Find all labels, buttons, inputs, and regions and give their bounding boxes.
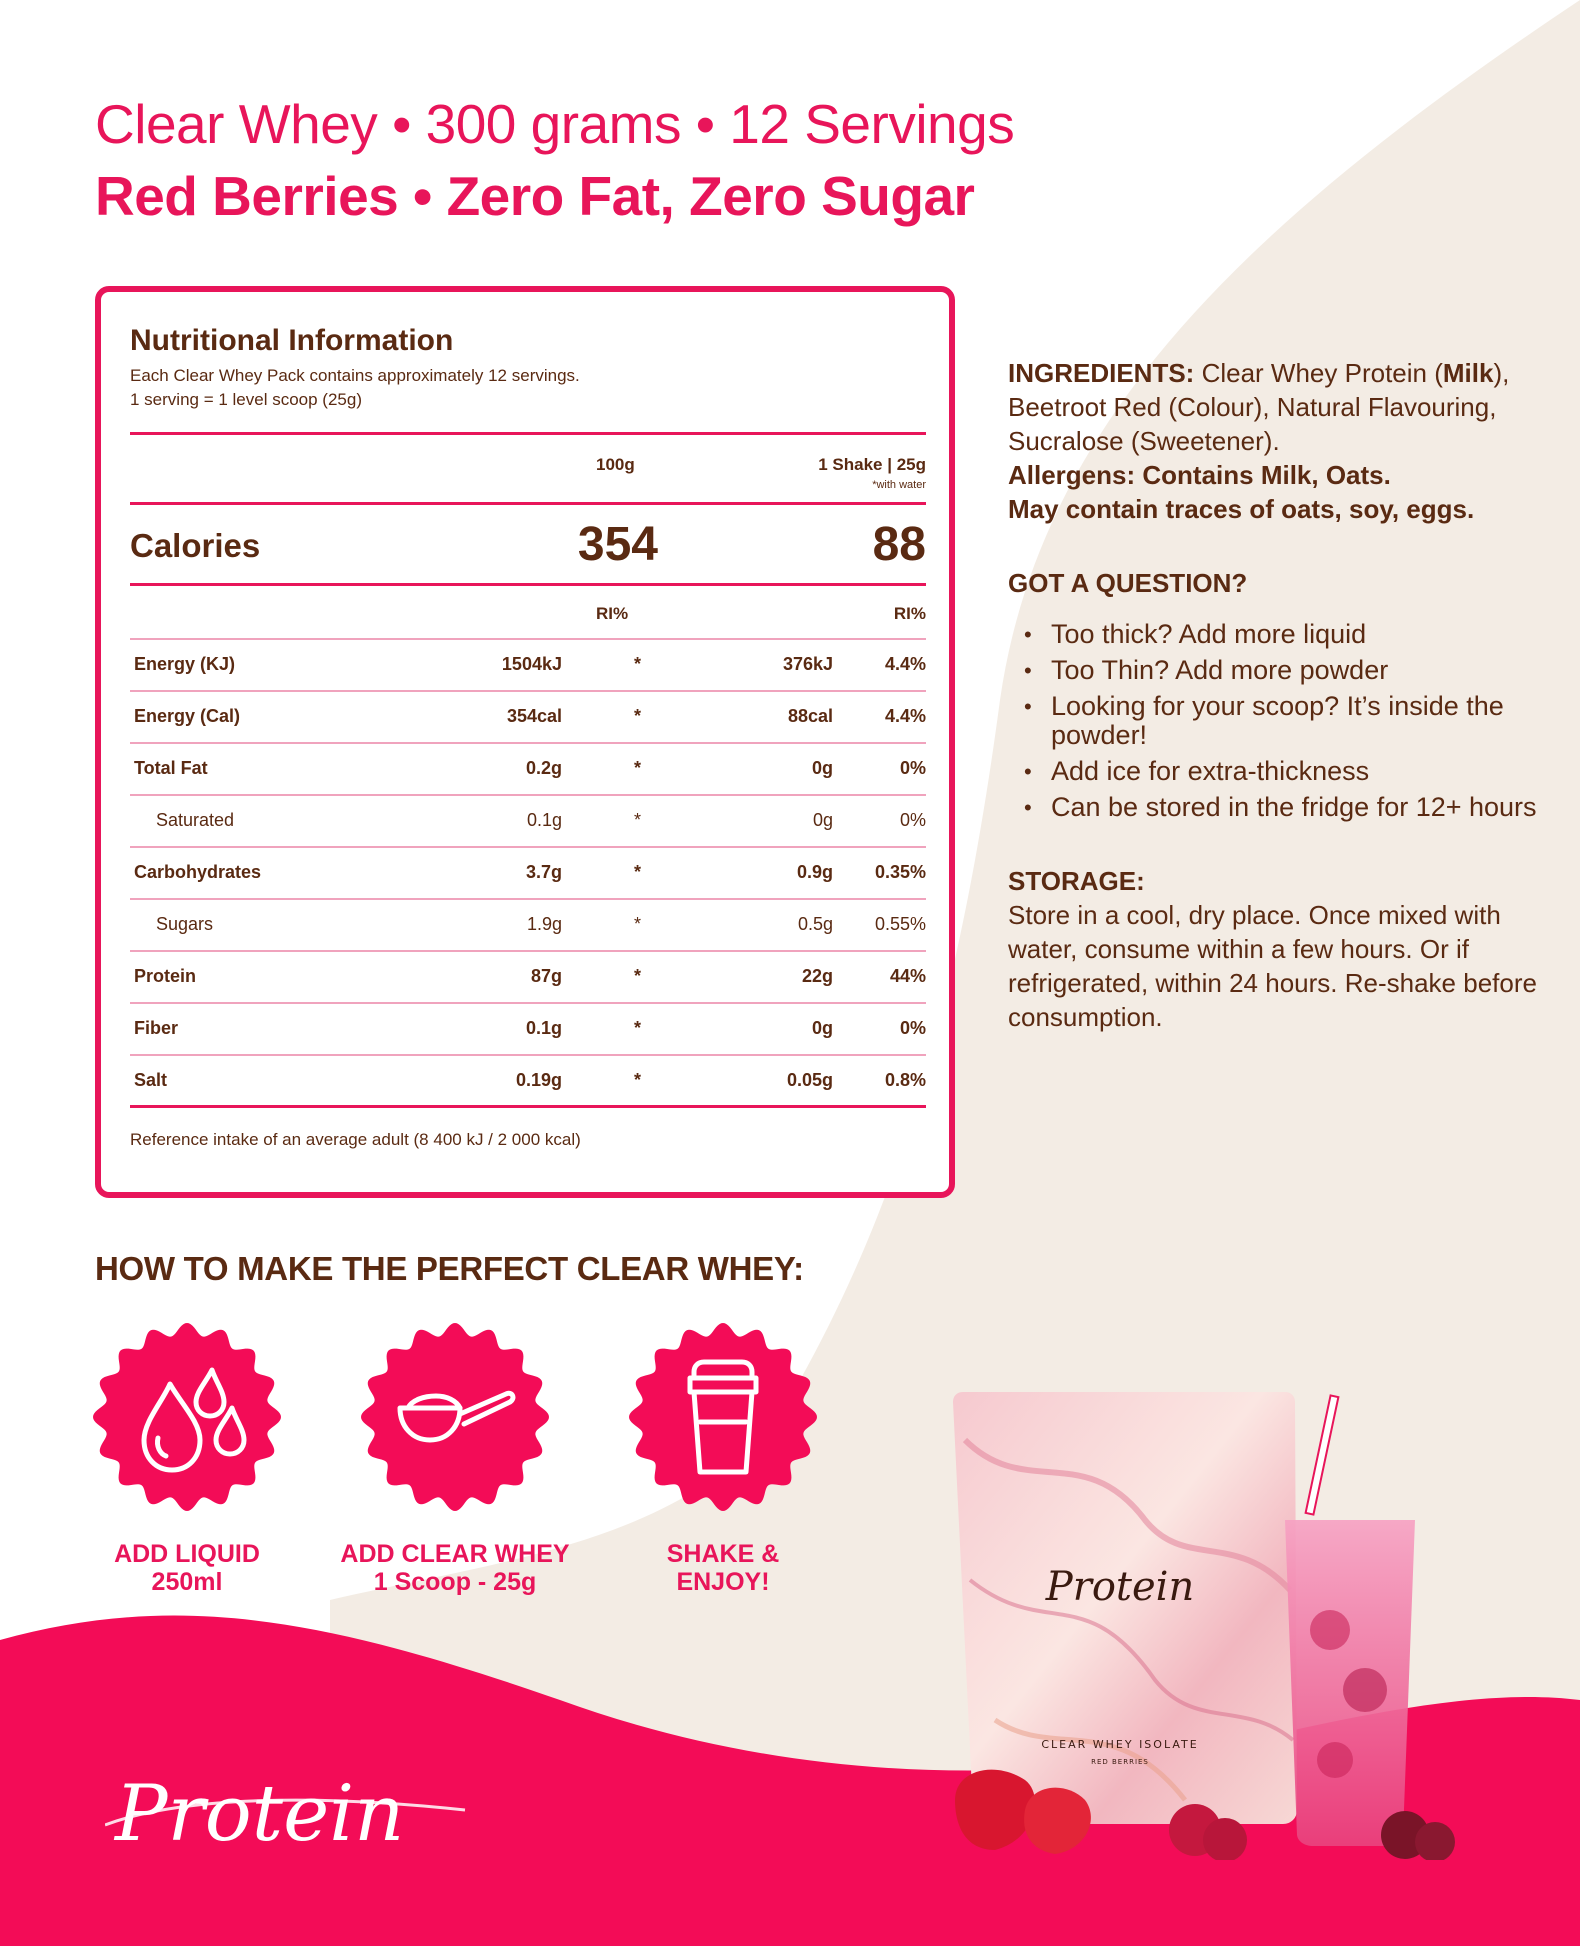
nutrition-footnote: Reference intake of an average adult (8 400 kJ / 2 000 kcal) [130, 1130, 581, 1149]
step-line1: ADD CLEAR WHEY [340, 1540, 570, 1568]
nutrition-panel [95, 286, 955, 1198]
row-ri-shake: 0.55% [874, 914, 926, 934]
pouch-label-line2: RED BERRIES [1091, 1758, 1149, 1766]
bullet-icon: • [1024, 622, 1032, 647]
step-line1: ADD LIQUID [114, 1540, 260, 1568]
step-add-liquid [72, 1322, 302, 1596]
step-badge [629, 1323, 817, 1511]
step-label [72, 1540, 302, 1596]
bullet-icon: • [1024, 694, 1032, 719]
step-label [340, 1540, 570, 1596]
col-100g: 100g [596, 455, 635, 474]
row-ri-shake: 0% [899, 1018, 926, 1038]
list-item [1008, 757, 1548, 786]
bullet-icon: • [1024, 759, 1032, 784]
table-row [130, 952, 926, 1004]
row-per-shake: 0.9g [796, 862, 833, 882]
row-per100g: 3.7g [525, 862, 562, 882]
list-item [1008, 692, 1548, 750]
tip-text: Too thick? Add more liquid [1051, 619, 1367, 649]
list-item [1008, 620, 1548, 649]
brand-logo-text: Protein [115, 1769, 405, 1859]
tip-text: Can be stored in the fridge for 12+ hours [1051, 792, 1537, 822]
nutrition-subtitle-2: 1 serving = 1 level scoop (25g) [130, 390, 362, 409]
row-ri-100g: * [634, 914, 642, 934]
table-row [130, 744, 926, 796]
calories-label: Calories [130, 527, 261, 564]
step-line2: 250ml [151, 1568, 223, 1596]
pouch-label-line1: CLEAR WHEY ISOLATE [1041, 1738, 1199, 1751]
step-line2: ENJOY! [676, 1568, 770, 1596]
row-name: Energy (KJ) [134, 654, 236, 674]
ingredients-part-a: Clear Whey Protein ( [1194, 358, 1443, 388]
table-row [130, 900, 926, 952]
table-row [130, 848, 926, 900]
row-name: Saturated [156, 810, 235, 830]
bullet-icon: • [1024, 658, 1032, 683]
product-image [935, 1380, 1545, 1860]
ingredients-part-b: ), Beetroot Red (Colour), Natural Flavouring, Sucralose (Sweetener). [1008, 358, 1510, 456]
row-ri-shake: 4.4% [884, 654, 926, 674]
step-badge [93, 1323, 281, 1511]
ri-label-shake: RI% [893, 604, 926, 623]
row-per100g: 0.1g [525, 1018, 562, 1038]
ingredients-milk: Milk [1442, 358, 1494, 388]
nutrition-subtitle-1: Each Clear Whey Pack contains approximately 12 servings. [130, 366, 580, 385]
row-per100g: 354cal [506, 706, 562, 726]
row-ri-100g: * [634, 706, 642, 726]
row-ri-100g: * [634, 1018, 642, 1038]
row-ri-100g: * [634, 966, 642, 986]
row-per-shake: 376kJ [782, 654, 833, 674]
scoop-icon [360, 1322, 550, 1512]
calories-shake: 88 [872, 518, 926, 571]
ri-header-row [130, 586, 926, 638]
row-name: Protein [134, 966, 197, 986]
row-per-shake: 88cal [787, 706, 833, 726]
row-ri-shake: 0.35% [874, 862, 926, 882]
headline-line1: Clear Whey • 300 grams • 12 Servings [95, 93, 1015, 155]
row-ri-100g: * [634, 862, 642, 882]
droplets-icon [92, 1322, 282, 1512]
tip-text: Too Thin? Add more powder [1051, 655, 1389, 685]
row-name: Total Fat [134, 758, 208, 778]
table-row [130, 692, 926, 744]
row-ri-shake: 0% [899, 758, 926, 778]
row-ri-shake: 0.8% [884, 1070, 926, 1090]
howto-title: HOW TO MAKE THE PERFECT CLEAR WHEY: [95, 1250, 804, 1287]
step-badge [361, 1323, 549, 1511]
table-row [130, 640, 926, 692]
traces-text: May contain traces of oats, soy, eggs. [1008, 494, 1475, 524]
row-ri-shake: 0% [899, 810, 926, 830]
row-ri-100g: * [634, 810, 642, 830]
row-per100g: 1.9g [526, 914, 562, 934]
headline [95, 88, 1095, 232]
storage-title: STORAGE: [1008, 866, 1145, 896]
ri-label-100g: RI% [596, 604, 629, 623]
row-per-shake: 0.05g [786, 1070, 833, 1090]
ingredients-label: INGREDIENTS: [1008, 358, 1195, 388]
calories-row [130, 505, 926, 583]
step-label [608, 1540, 838, 1596]
row-per-shake: 0g [812, 810, 833, 830]
table-row [130, 1004, 926, 1056]
row-name: Energy (Cal) [134, 706, 241, 726]
row-ri-shake: 4.4% [884, 706, 926, 726]
col-shake-note: *with water [872, 479, 926, 491]
nutrition-title: Nutritional Information [130, 324, 454, 357]
pouch [953, 1392, 1297, 1824]
row-per100g: 1504kJ [501, 654, 562, 674]
row-per-shake: 0g [811, 758, 833, 778]
step-shake-enjoy [608, 1322, 838, 1596]
row-ri-100g: * [634, 758, 642, 778]
question-title: GOT A QUESTION? [1008, 568, 1248, 598]
table-row [130, 1056, 926, 1108]
brand-logo [105, 1755, 475, 1875]
allergens-text: Allergens: Contains Milk, Oats. [1008, 460, 1391, 490]
shaker-icon [628, 1322, 818, 1512]
step-line1: SHAKE & [666, 1540, 780, 1568]
tip-text: Add ice for extra-thickness [1051, 756, 1370, 786]
list-item [1008, 793, 1548, 822]
headline-line2: Red Berries • Zero Fat, Zero Sugar [95, 165, 975, 227]
row-per100g: 0.2g [525, 758, 562, 778]
row-ri-100g: * [634, 1070, 642, 1090]
table-row [130, 796, 926, 848]
row-name: Salt [134, 1070, 168, 1090]
row-per-shake: 0g [811, 1018, 833, 1038]
row-per-shake: 22g [801, 966, 833, 986]
row-name: Carbohydrates [134, 862, 262, 882]
row-ri-shake: 44% [889, 966, 926, 986]
tips-list [1008, 620, 1548, 822]
step-line2: 1 Scoop - 25g [373, 1568, 537, 1596]
row-per100g: 0.19g [515, 1070, 562, 1090]
list-item [1008, 656, 1548, 685]
row-per100g: 87g [530, 966, 562, 986]
pouch-logo-text: Protein [1045, 1564, 1195, 1610]
info-column [1008, 356, 1548, 1034]
column-headers [130, 435, 926, 502]
tip-text: Looking for your scoop? It’s inside the powder! [1051, 691, 1504, 750]
step-add-clear-whey [340, 1322, 570, 1596]
drink-glass [1285, 1395, 1415, 1846]
row-per-shake: 0.5g [797, 914, 833, 934]
calories-100g: 354 [577, 518, 658, 571]
bullet-icon: • [1024, 795, 1032, 820]
ingredients-text [1008, 356, 1548, 458]
row-name: Sugars [156, 914, 214, 934]
row-name: Fiber [134, 1018, 179, 1038]
storage-text: Store in a cool, dry place. Once mixed with water, consume within a few hours. Or if refrigerated, within 24 hours. Re-shake before consumption. [1008, 900, 1537, 1032]
row-per100g: 0.1g [526, 810, 562, 830]
row-ri-100g: * [634, 654, 642, 674]
col-shake: 1 Shake | 25g [818, 455, 926, 474]
